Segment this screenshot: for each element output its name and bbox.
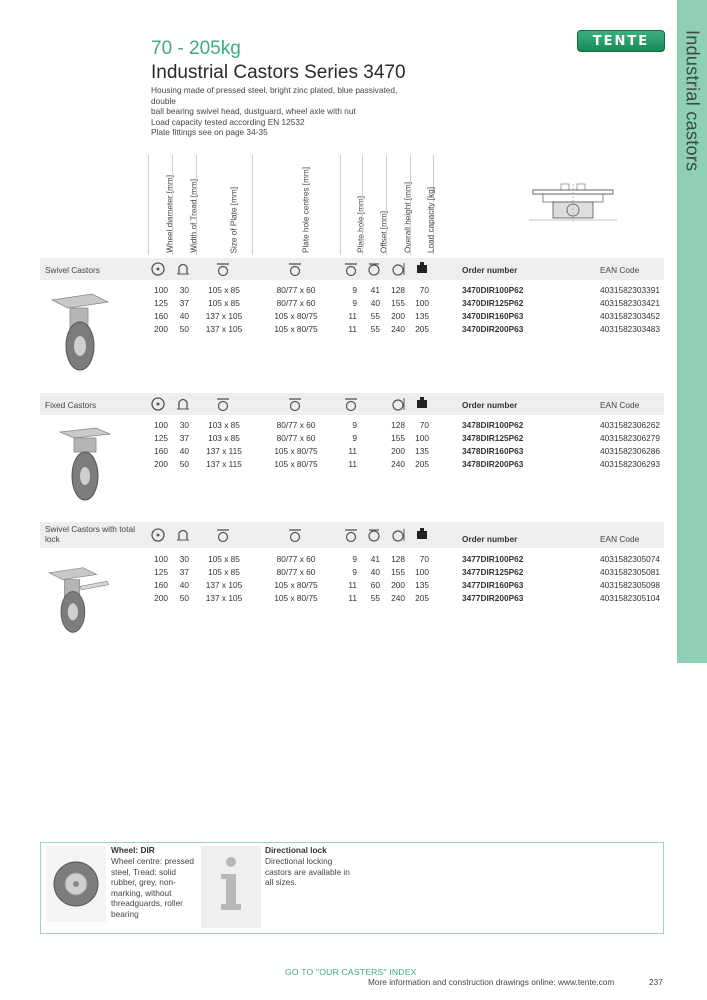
cell-order: 3478DIR100P62 [462, 420, 524, 430]
cell-load: 205 [415, 324, 429, 334]
col-overall-height: Overall height [mm] [386, 155, 410, 255]
info-icon [201, 846, 261, 928]
plate-holes-icon [287, 261, 303, 277]
col-offset: Offset [mm] [362, 155, 386, 255]
cell-holes: 80/77 x 60 [276, 298, 316, 308]
cell-holes: 105 x 80/75 [274, 446, 318, 456]
col-wheel-diameter: Wheel diameter [mm] [148, 155, 172, 255]
cell-order: 3478DIR125P62 [462, 433, 524, 443]
cell-order: 3470DIR200P63 [462, 324, 524, 334]
cell-d: 100 [154, 420, 168, 430]
cell-d: 125 [154, 433, 168, 443]
cell-load: 205 [415, 593, 429, 603]
col-load-capacity: Load capacity [kg] [410, 155, 434, 255]
cell-d: 125 [154, 567, 168, 577]
ean-code-header: EAN Code [600, 265, 640, 275]
page-title: Industrial Castors Series 3470 [151, 62, 406, 83]
cell-height: 128 [391, 554, 405, 564]
table-row [0, 284, 707, 297]
cell-plate: 103 x 85 [208, 420, 240, 430]
cell-w: 40 [179, 580, 189, 590]
table-row [0, 553, 707, 566]
cell-height: 155 [391, 298, 405, 308]
cell-load: 205 [415, 459, 429, 469]
cell-d: 125 [154, 298, 168, 308]
cell-w: 50 [179, 593, 189, 603]
cell-w: 37 [179, 298, 189, 308]
offset-icon [366, 261, 382, 277]
table-row [0, 419, 707, 432]
cell-load: 70 [419, 554, 429, 564]
cell-plate: 105 x 85 [208, 298, 240, 308]
table-row [0, 310, 707, 323]
table-row [0, 323, 707, 336]
cell-ean: 4031582306279 [600, 433, 660, 443]
cell-order: 3477DIR200P63 [462, 593, 524, 603]
cell-plate: 137 x 105 [205, 311, 243, 321]
height-icon [390, 261, 406, 277]
cell-hole: 9 [352, 298, 357, 308]
cell-ean: 4031582305081 [600, 567, 660, 577]
cell-ean: 4031582303391 [600, 285, 660, 295]
cell-ean: 4031582305098 [600, 580, 660, 590]
cell-height: 240 [391, 459, 405, 469]
cell-holes: 105 x 80/75 [274, 311, 318, 321]
cell-load: 135 [415, 446, 429, 456]
order-number-header: Order number [462, 534, 518, 544]
cell-ean: 4031582306293 [600, 459, 660, 469]
side-tab-label: Industrial castors [682, 30, 703, 172]
cell-hole: 11 [348, 580, 357, 590]
cell-hole: 9 [352, 554, 357, 564]
cell-order: 3470DIR160P63 [462, 311, 524, 321]
cell-w: 30 [179, 420, 189, 430]
height-icon [390, 396, 406, 412]
table-row [0, 432, 707, 445]
load-icon [414, 527, 430, 543]
cell-hole: 11 [348, 324, 357, 334]
cell-load: 100 [415, 433, 429, 443]
cell-w: 40 [179, 446, 189, 456]
tente-logo: TENTE [577, 30, 665, 52]
cell-d: 100 [154, 554, 168, 564]
cell-load: 135 [415, 311, 429, 321]
col-plate-hole-centres: Plate hole centres [mm] [252, 155, 340, 255]
table-row [0, 458, 707, 471]
cell-holes: 80/77 x 60 [276, 433, 316, 443]
plate-size-icon [215, 396, 231, 412]
cell-order: 3470DIR100P62 [462, 285, 524, 295]
cell-plate: 105 x 85 [208, 554, 240, 564]
cell-holes: 80/77 x 60 [276, 285, 316, 295]
tread-icon [175, 261, 191, 277]
wheel-icon [150, 396, 166, 412]
cell-load: 100 [415, 298, 429, 308]
plate-holes-icon [287, 527, 303, 543]
info-icon-box [201, 846, 261, 928]
cell-order: 3478DIR160P63 [462, 446, 524, 456]
cell-plate: 137 x 115 [206, 459, 242, 469]
cell-hole: 9 [352, 567, 357, 577]
cell-holes: 80/77 x 60 [276, 420, 316, 430]
castor-drawing [525, 180, 620, 228]
directional-lock-title: Directional lock [265, 845, 327, 855]
cell-ean: 4031582305104 [600, 593, 660, 603]
cell-hole: 9 [352, 433, 357, 443]
cell-ean: 4031582303421 [600, 298, 660, 308]
cell-d: 160 [154, 580, 168, 590]
cell-w: 30 [179, 554, 189, 564]
table-row [0, 592, 707, 605]
plate-size-icon [215, 527, 231, 543]
cell-w: 37 [179, 433, 189, 443]
cell-holes: 105 x 80/75 [274, 459, 318, 469]
directional-lock-text: Directional locking castors are available in all sizes. [265, 856, 350, 887]
cell-w: 50 [179, 324, 189, 334]
cell-offset: 40 [370, 298, 380, 308]
col-tread-width: Width of Tread [mm] [172, 155, 196, 255]
cell-holes: 105 x 80/75 [274, 324, 318, 334]
section-label-total-lock: Swivel Castors with total lock [45, 524, 135, 544]
cell-height: 200 [391, 580, 405, 590]
cell-height: 128 [391, 285, 405, 295]
cell-ean: 4031582303483 [600, 324, 660, 334]
cell-d: 160 [154, 311, 168, 321]
cell-offset: 55 [370, 593, 380, 603]
cell-hole: 11 [348, 446, 357, 456]
plate-size-icon [215, 261, 231, 277]
cell-w: 50 [179, 459, 189, 469]
offset-icon [366, 527, 382, 543]
cell-plate: 137 x 105 [205, 593, 243, 603]
cell-plate: 105 x 85 [208, 567, 240, 577]
cell-hole: 11 [348, 459, 357, 469]
cell-holes: 105 x 80/75 [274, 580, 318, 590]
wheel-dir-image [46, 846, 106, 922]
cell-d: 200 [154, 459, 168, 469]
ean-code-header: EAN Code [600, 400, 640, 410]
cell-holes: 80/77 x 60 [276, 567, 316, 577]
page-number: 237 [649, 977, 663, 987]
wheel-dir-title: Wheel: DIR [111, 845, 155, 855]
cell-height: 200 [391, 311, 405, 321]
table-row [0, 297, 707, 310]
wheel-dir-text: Wheel centre: pressed steel, Tread: solid rubber, grey, non- marking, without threadguards, roller bearing [111, 856, 195, 919]
cell-plate: 137 x 105 [205, 324, 243, 334]
wheel-icon [150, 261, 166, 277]
table-row [0, 445, 707, 458]
weight-range: 70 - 205kg [151, 38, 241, 59]
cell-height: 200 [391, 446, 405, 456]
cell-order: 3477DIR100P62 [462, 554, 524, 564]
cell-ean: 4031582306262 [600, 420, 660, 430]
cell-offset: 60 [370, 580, 380, 590]
cell-order: 3470DIR125P62 [462, 298, 524, 308]
plate-hole-icon [343, 396, 359, 412]
cell-w: 40 [179, 311, 189, 321]
cell-load: 100 [415, 567, 429, 577]
cell-order: 3478DIR200P63 [462, 459, 524, 469]
cell-load: 135 [415, 580, 429, 590]
order-number-header: Order number [462, 265, 518, 275]
table-row [0, 566, 707, 579]
cell-hole: 11 [348, 311, 357, 321]
cell-load: 70 [419, 420, 429, 430]
tread-icon [175, 396, 191, 412]
load-icon [414, 261, 430, 277]
cell-height: 240 [391, 324, 405, 334]
cell-offset: 55 [370, 324, 380, 334]
cell-order: 3477DIR160P63 [462, 580, 524, 590]
plate-hole-icon [343, 261, 359, 277]
cell-height: 128 [391, 420, 405, 430]
height-icon [390, 527, 406, 543]
table-row [0, 579, 707, 592]
cell-d: 200 [154, 324, 168, 334]
cell-plate: 137 x 115 [206, 446, 242, 456]
cell-plate: 105 x 85 [208, 285, 240, 295]
cell-ean: 4031582306286 [600, 446, 660, 456]
intro-text: Housing made of pressed steel, bright zinc plated, blue passivated, double ball bearing swivel head, dustguard, wheel axle with nut Load capacity tested according EN 12532 Plate fittings see on page 34-35 [151, 85, 398, 137]
cell-ean: 4031582305074 [600, 554, 660, 564]
col-plate-hole: Plate hole [mm] [340, 155, 362, 255]
cell-w: 37 [179, 567, 189, 577]
more-info-text: More information and construction drawings online: www.tente.com [368, 977, 615, 987]
tread-icon [175, 527, 191, 543]
cell-plate: 103 x 85 [208, 433, 240, 443]
goto-index-link[interactable]: GO TO "OUR CASTERS" INDEX [285, 967, 417, 977]
cell-hole: 9 [352, 420, 357, 430]
cell-hole: 11 [348, 593, 357, 603]
cell-plate: 137 x 105 [205, 580, 243, 590]
cell-offset: 40 [370, 567, 380, 577]
wheel-icon [150, 527, 166, 543]
cell-d: 200 [154, 593, 168, 603]
cell-height: 155 [391, 567, 405, 577]
cell-offset: 41 [370, 554, 380, 564]
col-plate-size: Size of Plate [mm] [196, 155, 252, 255]
cell-order: 3477DIR125P62 [462, 567, 524, 577]
cell-load: 70 [419, 285, 429, 295]
order-number-header: Order number [462, 400, 518, 410]
section-label-fixed: Fixed Castors [45, 400, 97, 410]
cell-d: 100 [154, 285, 168, 295]
cell-hole: 9 [352, 285, 357, 295]
cell-ean: 4031582303452 [600, 311, 660, 321]
cell-w: 30 [179, 285, 189, 295]
cell-holes: 80/77 x 60 [276, 554, 316, 564]
cell-offset: 55 [370, 311, 380, 321]
cell-d: 160 [154, 446, 168, 456]
plate-holes-icon [287, 396, 303, 412]
plate-hole-icon [343, 527, 359, 543]
cell-height: 155 [391, 433, 405, 443]
load-icon [414, 396, 430, 412]
section-label-swivel: Swivel Castors [45, 265, 100, 275]
cell-holes: 105 x 80/75 [274, 593, 318, 603]
cell-height: 240 [391, 593, 405, 603]
cell-offset: 41 [370, 285, 380, 295]
ean-code-header: EAN Code [600, 534, 640, 544]
